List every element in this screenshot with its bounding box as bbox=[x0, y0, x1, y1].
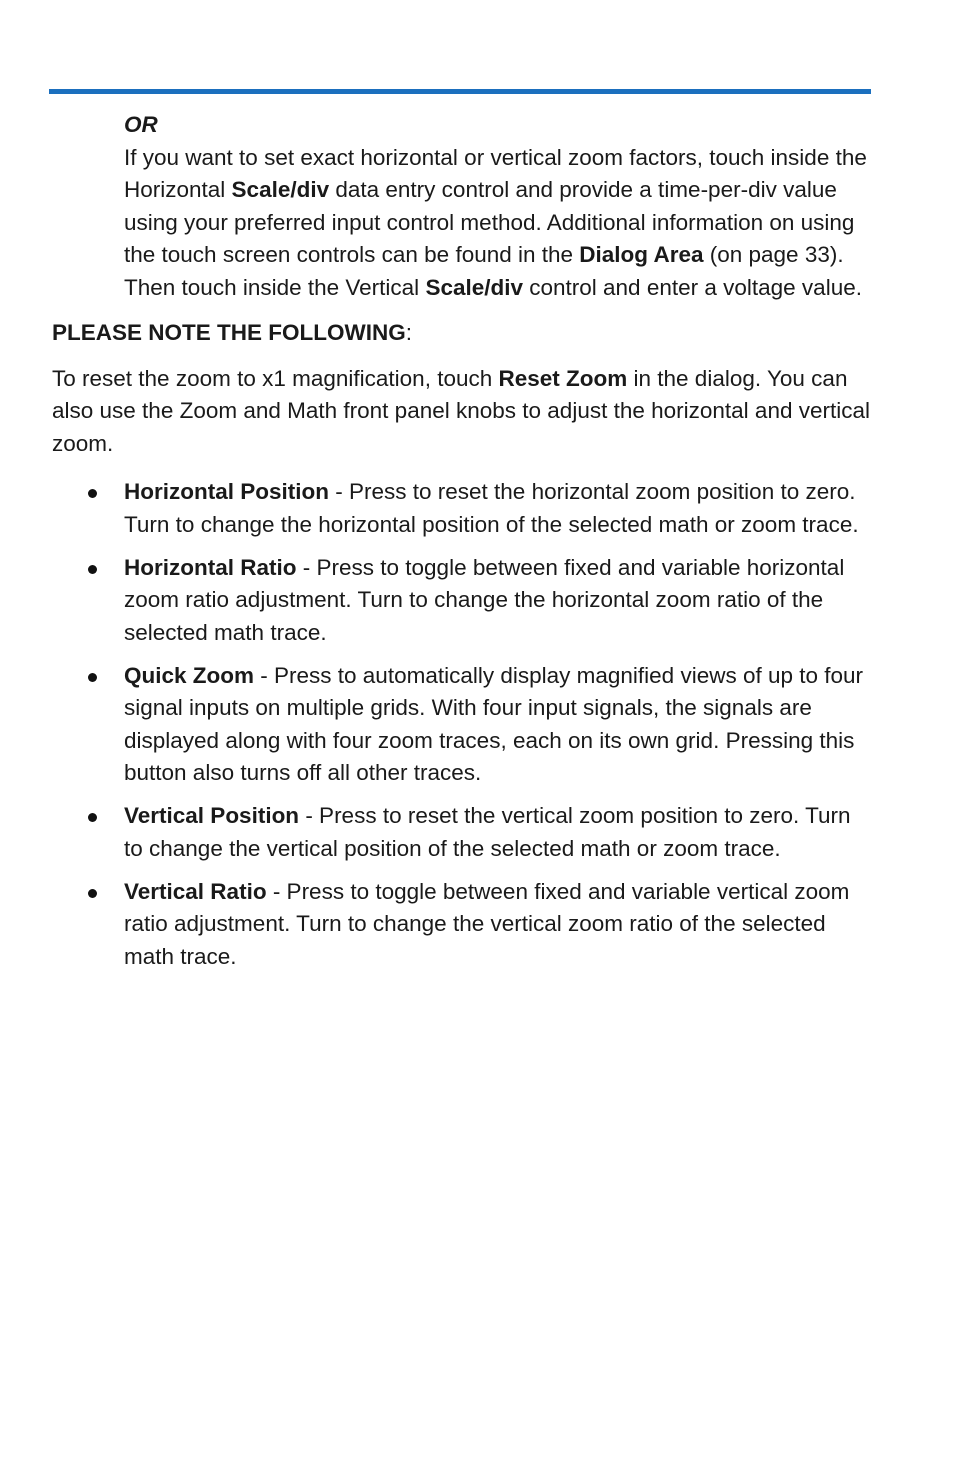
exact-zoom-block bbox=[52, 109, 872, 304]
scale-div-term: Scale/div bbox=[231, 177, 330, 202]
text-run: in the dialog. You can also use the Zoom and Math front panel knobs to adjust the horizontal and vertical zoom. bbox=[52, 365, 870, 456]
list-item bbox=[52, 876, 872, 974]
list-item-text: - Press to toggle between fixed and variable horizontal zoom ratio adjustment. Turn to change the horizontal zoom ratio of the selected math trace. bbox=[124, 554, 845, 645]
reset-zoom-term: Reset Zoom bbox=[498, 365, 628, 391]
list-item-text: - Press to automatically display magnified views of up to four signal inputs on multiple grids. With four input signals, the signals are displayed along with four zoom traces, each on its own grid. Pressing this button also turns off all other traces. bbox=[124, 662, 864, 785]
reset-zoom-paragraph bbox=[52, 363, 872, 461]
page-content bbox=[52, 109, 872, 984]
list-item-text: - Press to reset the horizontal zoom position to zero. Turn to change the horizontal position of the selected math or zoom trace. bbox=[124, 479, 859, 537]
list-item-term: Vertical Ratio bbox=[124, 878, 267, 904]
text-run: control and enter a voltage value. bbox=[523, 274, 862, 300]
list-item-text: - Press to toggle between fixed and variable vertical zoom ratio adjustment. Turn to change the vertical zoom ratio of the selected math trace. bbox=[124, 878, 850, 969]
list-item-term: Quick Zoom bbox=[124, 662, 255, 688]
bullet-icon bbox=[88, 813, 97, 822]
list-item-term: Horizontal Position bbox=[124, 479, 329, 504]
note-heading bbox=[52, 317, 872, 350]
list-item bbox=[52, 552, 872, 650]
scale-div-term: Scale/div bbox=[425, 274, 523, 300]
text-run: (on page 33). Then touch inside the Vertical bbox=[124, 242, 844, 300]
list-item-term: Vertical Position bbox=[124, 803, 300, 828]
bullet-icon bbox=[88, 889, 97, 898]
list-item-term: Horizontal Ratio bbox=[124, 554, 297, 580]
text-run: data entry control and provide a time-per-div value using your preferred input control method. Additional information on using the touch screen controls can be found in the bbox=[124, 177, 855, 267]
bullet-icon bbox=[88, 673, 97, 682]
text-run: To reset the zoom to x1 magnification, touch bbox=[52, 365, 499, 391]
list-item bbox=[52, 660, 872, 790]
list-item-text: - Press to reset the vertical zoom position to zero. Turn to change the vertical position of the selected math or zoom trace. bbox=[124, 803, 851, 861]
list-item bbox=[52, 800, 872, 865]
note-heading-colon: : bbox=[405, 320, 413, 345]
note-heading-text: PLEASE NOTE THE FOLLOWING bbox=[52, 320, 406, 345]
list-item bbox=[52, 476, 872, 541]
bullet-icon bbox=[88, 489, 97, 498]
text-run: If you want to set exact horizontal or vertical zoom factors, touch inside the Horizontal bbox=[124, 144, 867, 202]
bullet-icon bbox=[88, 565, 97, 574]
or-label: OR bbox=[124, 112, 158, 137]
exact-zoom-paragraph bbox=[124, 142, 872, 305]
header-rule bbox=[49, 89, 871, 94]
dialog-area-term: Dialog Area bbox=[579, 242, 704, 267]
knob-list bbox=[52, 476, 872, 973]
